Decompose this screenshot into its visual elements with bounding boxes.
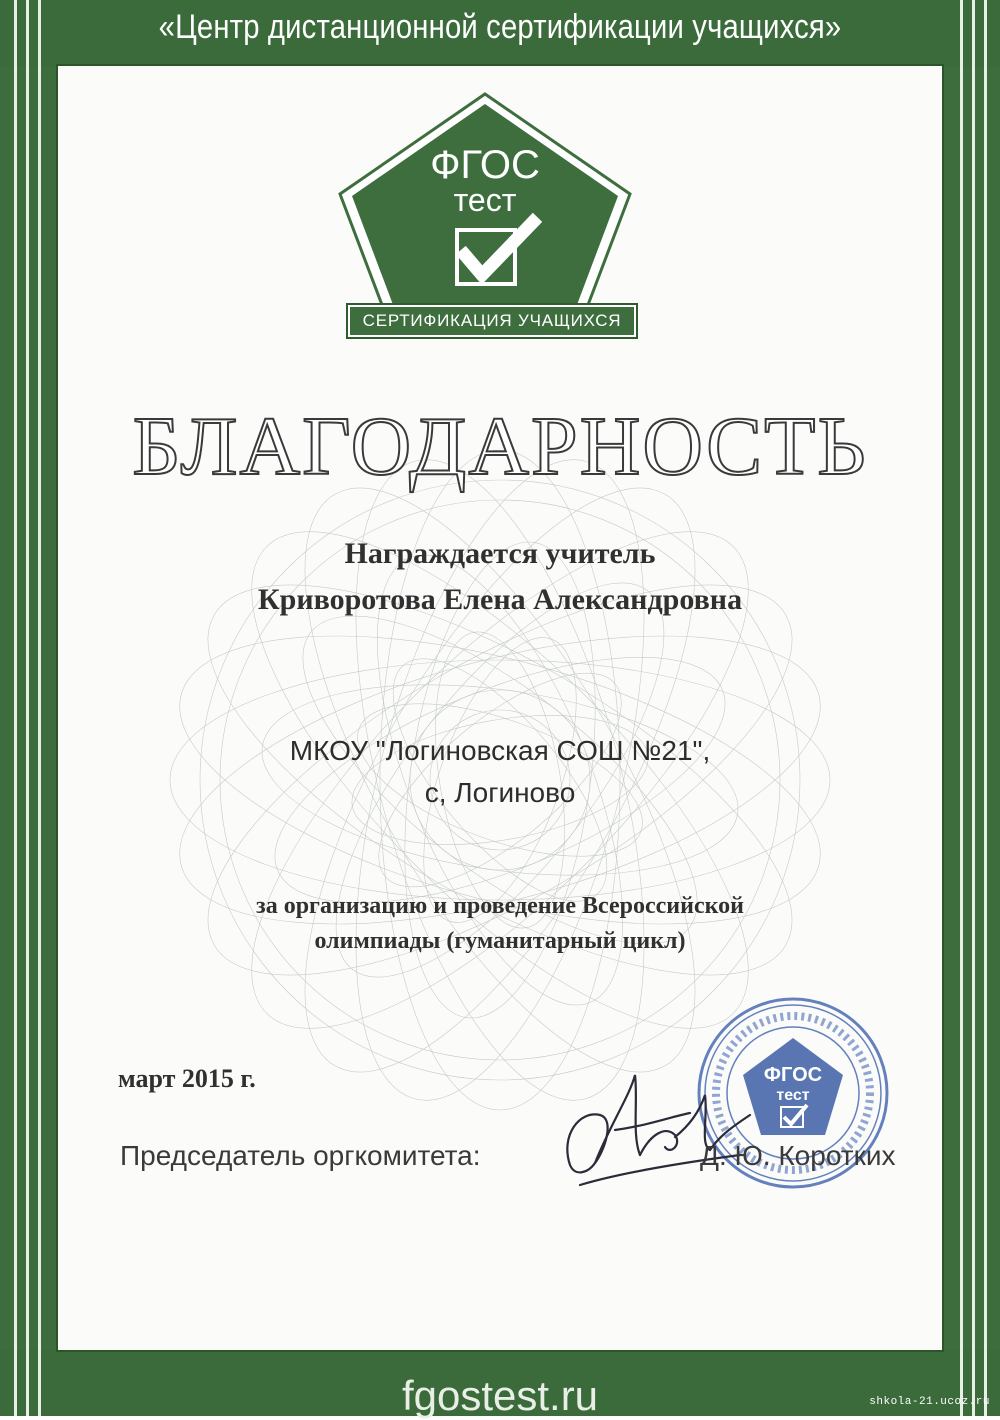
chairman-label: Председатель оргкомитета:	[120, 1140, 481, 1171]
frame-edge	[942, 64, 944, 1352]
frame-stripe	[14, 0, 17, 1416]
watermark-url: shkola-21.ucoz.ru	[869, 1396, 990, 1408]
issue-date: март 2015 г.	[118, 1064, 256, 1093]
frame-edge	[56, 1350, 944, 1352]
footer-site: fgostest.ru	[401, 1372, 599, 1419]
header-title: «Центр дистанционной сертификации учащихся»	[158, 8, 842, 46]
awarded-line: Награждается учитель	[344, 537, 656, 570]
frame-right	[942, 0, 1000, 1416]
frame-stripe	[972, 0, 975, 1416]
certificate-title: БЛАГОДАРНОСТЬ	[132, 400, 868, 493]
frame-stripe	[26, 0, 29, 1416]
organization-location: с, Логиново	[424, 777, 576, 808]
logo-banner: СЕРТИФИКАЦИЯ УЧАЩИХСЯ	[348, 305, 636, 337]
chairman-name: Д. Ю. Коротких	[700, 1140, 896, 1171]
frame-edge	[56, 64, 58, 1352]
fgos-test-logo	[330, 90, 640, 340]
signature	[540, 1055, 760, 1205]
frame-edge	[56, 64, 944, 66]
frame-stripe	[984, 0, 987, 1416]
reason-line: олимпиады (гуманитарный цикл)	[314, 928, 686, 954]
organization-line: МКОУ "Логиновская СОШ №21",	[289, 735, 711, 766]
frame-left	[0, 0, 58, 1416]
frame-stripe	[38, 0, 41, 1416]
stamp-line1: ФГОС	[763, 1064, 823, 1086]
logo-line2: тест	[453, 182, 517, 218]
frame-stripe	[960, 0, 963, 1416]
stamp-line2: тест	[776, 1087, 810, 1104]
logo-line1: ФГОС	[430, 143, 540, 187]
recipient-name: Криворотова Елена Александровна	[257, 583, 743, 616]
reason-line: за организацию и проведение Всероссийской	[256, 893, 744, 919]
